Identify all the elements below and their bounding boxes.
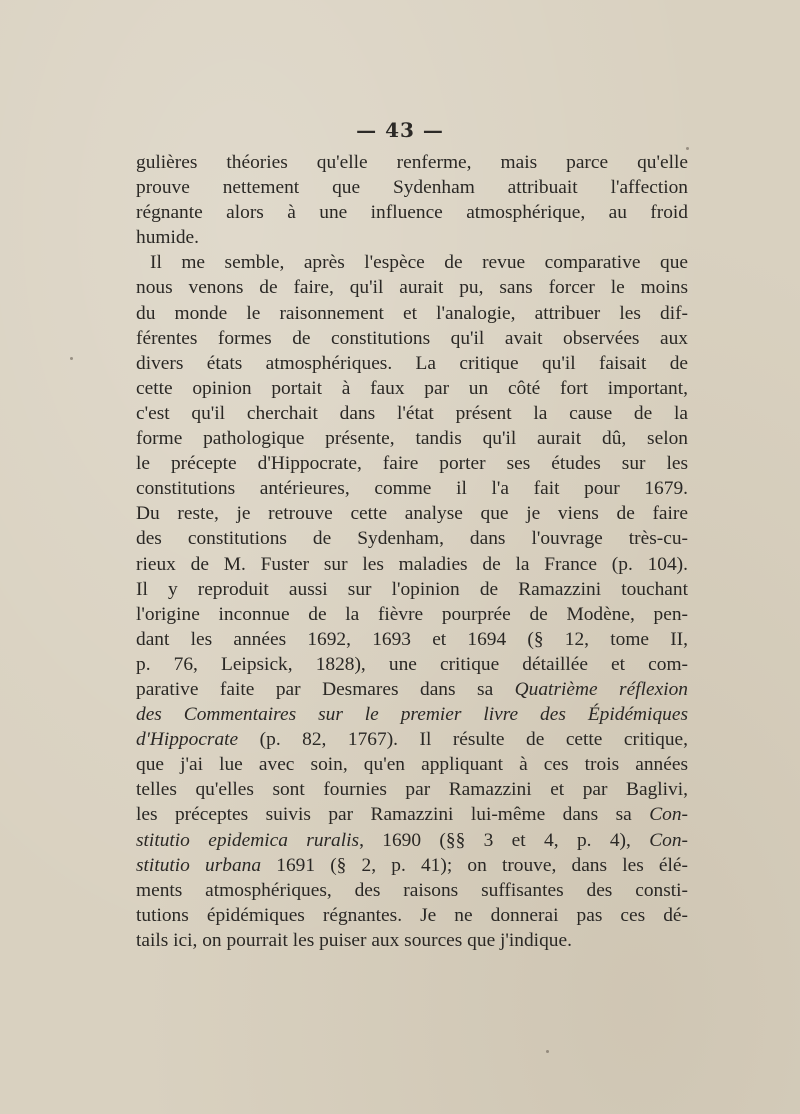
- italic-title: des Commentaires sur le premier livre des Épidémiques: [136, 704, 688, 726]
- text-line: Du reste, je retrouve cette analyse que je viens de faire: [136, 503, 688, 525]
- italic-title: Quatrième réflexion: [514, 678, 688, 700]
- text-run: , 1690 (§§ 3 et 4, p. 4),: [359, 829, 631, 851]
- paper-speck: [546, 1050, 549, 1053]
- italic-title: stitutio urbana: [136, 854, 262, 876]
- text-line: prouve nettement que Sydenham attribuait l'affection: [136, 177, 688, 199]
- text-line: forme pathologique présente, tandis qu'il aurait dû, selon: [136, 428, 688, 450]
- text-line: l'origine inconnue de la fièvre pourprée de Modène, pen-: [136, 603, 688, 625]
- text-line: tails ici, on pourrait les puiser aux sources que j'indique.: [136, 929, 572, 951]
- text-run: parative faite par Desmares dans sa: [136, 678, 494, 700]
- italic-title: Con-: [649, 829, 688, 851]
- text-line: du monde le raisonnement et l'analogie, attribuer les dif-: [136, 302, 688, 324]
- body-text: [136, 150, 688, 953]
- text-line: humide.: [136, 227, 200, 249]
- text-line: que j'ai lue avec soin, qu'en appliquant à ces trois années: [136, 754, 688, 776]
- text-line: dant les années 1692, 1693 et 1694 (§ 12, tome II,: [136, 628, 688, 650]
- text-line: gulières théories qu'elle renferme, mais parce qu'elle: [136, 152, 688, 173]
- text-line: cette opinion portait à faux par un côté fort important,: [136, 377, 688, 399]
- text-line: Il me semble, après l'espèce de revue comparative que: [150, 252, 688, 274]
- text-line: régnante alors à une influence atmosphérique, au froid: [136, 202, 688, 224]
- text-line: férentes formes de constitutions qu'il avait observées aux: [136, 327, 688, 349]
- italic-title: stitutio epidemica ruralis: [136, 829, 360, 851]
- paper-speck: [70, 357, 73, 360]
- text-line: le précepte d'Hippocrate, faire porter ses études sur les: [136, 453, 688, 475]
- text-line: p. 76, Leipsick, 1828), une critique détaillée et com-: [136, 653, 688, 675]
- text-line: Il y reproduit aussi sur l'opinion de Ramazzini touchant: [136, 578, 688, 600]
- text-line: [136, 677, 688, 702]
- text-line: divers états atmosphériques. La critique qu'il faisait de: [136, 352, 688, 374]
- text-line: constitutions antérieures, comme il l'a fait pour 1679.: [136, 478, 688, 500]
- text-line: [136, 828, 688, 853]
- paper-speck: [686, 147, 689, 150]
- text-line: c'est qu'il cherchait dans l'état présent la cause de la: [136, 402, 688, 424]
- text-line: [136, 853, 688, 878]
- text-line: nous venons de faire, qu'il aurait pu, sans forcer le moins: [136, 277, 688, 299]
- text-line: ments atmosphériques, des raisons suffisantes des consti-: [136, 879, 688, 901]
- text-run: les préceptes suivis par Ramazzini lui-même dans sa: [136, 804, 632, 826]
- text-line: tutions épidémiques régnantes. Je ne donnerai pas ces dé-: [136, 904, 688, 926]
- text-line: rieux de M. Fuster sur les maladies de la France (p. 104).: [136, 553, 688, 575]
- italic-title: Con-: [649, 804, 688, 826]
- text-run: (p. 82, 1767). Il résulte de cette critique,: [259, 729, 688, 751]
- text-line: [136, 727, 688, 752]
- page-number: — 43 —: [356, 118, 444, 142]
- italic-title: d'Hippocrate: [136, 729, 239, 751]
- text-line: des constitutions de Sydenham, dans l'ouvrage très-cu-: [136, 528, 688, 550]
- text-line: [136, 802, 688, 827]
- text-line: telles qu'elles sont fournies par Ramazzini et par Baglivi,: [136, 779, 688, 801]
- text-run: 1691 (§ 2, p. 41); on trouve, dans les élé-: [276, 854, 688, 876]
